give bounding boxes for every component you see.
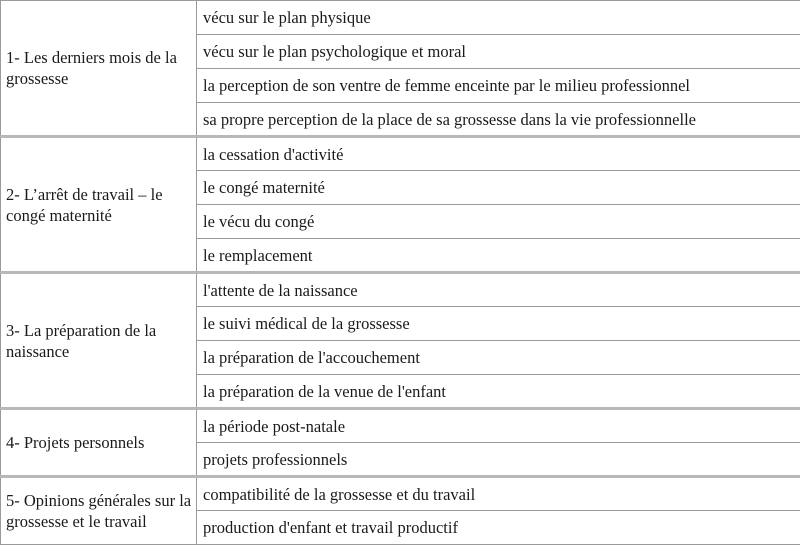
section-item: projets professionnels xyxy=(197,443,800,477)
section-title: 3- La préparation de la naissance xyxy=(1,273,197,409)
section-item: l'attente de la naissance xyxy=(197,273,800,307)
section-item: la période post-natale xyxy=(197,409,800,443)
section-item: vécu sur le plan psychologique et moral xyxy=(197,35,800,69)
section-item: vécu sur le plan physique xyxy=(197,1,800,35)
section-item: le congé maternité xyxy=(197,171,800,205)
section-item: sa propre perception de la place de sa grossesse dans la vie professionnelle xyxy=(197,103,800,137)
section-title: 5- Opinions générales sur la grossesse et le travail xyxy=(1,477,197,545)
section-title: 2- L’arrêt de travail – le congé maternité xyxy=(1,137,197,273)
section-item: la préparation de la venue de l'enfant xyxy=(197,375,800,409)
table-row xyxy=(1,137,800,171)
section-item: la préparation de l'accouchement xyxy=(197,341,800,375)
section-item: production d'enfant et travail productif xyxy=(197,511,800,545)
section-item: le remplacement xyxy=(197,239,800,273)
table-row xyxy=(1,273,800,307)
section-title: 4- Projets personnels xyxy=(1,409,197,477)
section-title: 1- Les derniers mois de la grossesse xyxy=(1,1,197,137)
section-item: compatibilité de la grossesse et du travail xyxy=(197,477,800,511)
section-item: la cessation d'activité xyxy=(197,137,800,171)
section-item: la perception de son ventre de femme enceinte par le milieu professionnel xyxy=(197,69,800,103)
section-item: le suivi médical de la grossesse xyxy=(197,307,800,341)
table-row xyxy=(1,1,800,35)
section-item: le vécu du congé xyxy=(197,205,800,239)
table-row xyxy=(1,409,800,443)
table-row xyxy=(1,477,800,511)
